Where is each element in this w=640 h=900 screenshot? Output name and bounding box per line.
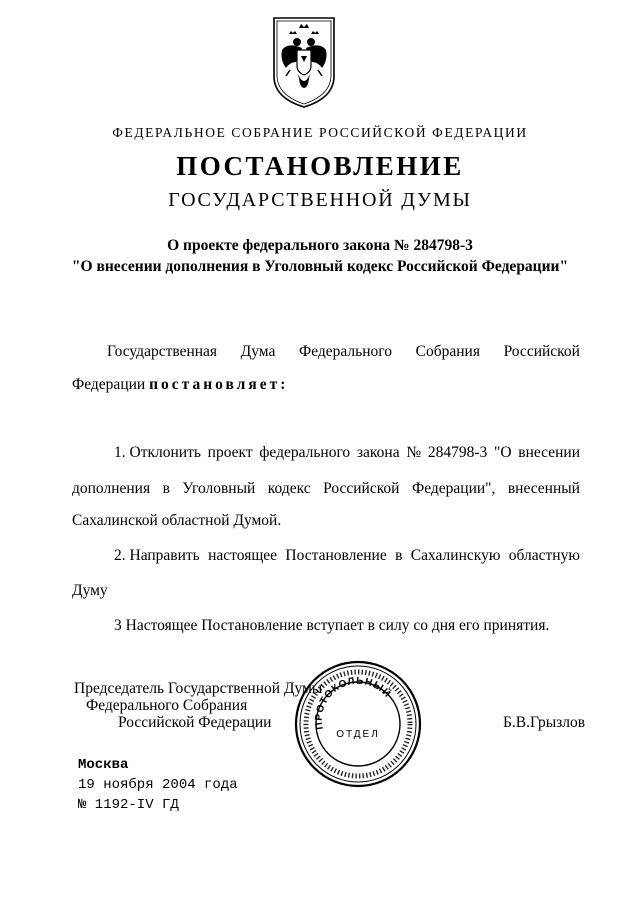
item-1-word: Российской — [323, 480, 400, 497]
preamble-line-2 — [72, 376, 288, 394]
item-1-word: Федерации", — [411, 480, 496, 497]
item-1-word: проект — [207, 444, 253, 461]
protocol-department-stamp — [293, 659, 423, 789]
stamp-center-text: ОТДЕЛ — [336, 729, 380, 740]
item-1-word: кодекс — [267, 480, 311, 497]
item-2-line-1 — [114, 547, 580, 565]
signature-position-3: Российской Федерации — [118, 714, 272, 731]
preamble-word: Дума — [240, 343, 276, 360]
item-1-word: дополнения — [72, 480, 151, 497]
item-1-word: Уголовный — [182, 480, 256, 497]
preamble-word: Федерального — [298, 343, 393, 360]
document-subtitle: ГОСУДАРСТВЕННОЙ ДУМЫ — [168, 189, 472, 211]
subject-line-2: "О внесении дополнения в Уголовный кодекс Российской Федерации" — [71, 258, 569, 275]
document-title: ПОСТАНОВЛЕНИЕ — [176, 151, 464, 181]
item-1-word: закона — [356, 444, 400, 461]
preamble-line-1 — [107, 343, 580, 361]
item-1-word: в — [162, 480, 170, 497]
signature-position-2: Федерального Собрания — [86, 697, 248, 714]
item-1-word: внесении — [518, 444, 580, 461]
item-2-word: областную — [508, 547, 580, 564]
item-2-word: настоящее — [208, 547, 278, 564]
assembly-name: ФЕДЕРАЛЬНОЕ СОБРАНИЕ РОССИЙСКОЙ ФЕДЕРАЦИИ — [112, 125, 528, 140]
issue-city: Москва — [78, 757, 129, 773]
item-1-line-2 — [72, 480, 580, 498]
preamble-decrees: постановляет: — [149, 376, 289, 393]
item-1-word: внесенный — [507, 480, 580, 497]
preamble-word: Российской — [503, 343, 580, 360]
subject-line-1: О проекте федерального закона № 284798-3 — [167, 237, 473, 254]
item-1-word: № — [406, 444, 422, 461]
item-1-word: федерального — [259, 444, 351, 461]
item-1-line-1 — [114, 444, 580, 462]
item-2-word: Постановление — [285, 547, 387, 564]
item-2-line-2: Думу — [72, 582, 108, 599]
item-1-line-3: Сахалинской областной Думой. — [72, 512, 282, 529]
item-1-word: 284798-3 — [427, 444, 488, 461]
issue-date: 19 ноября 2004 года — [78, 777, 238, 793]
stamp-top-text: ПРОТОКОЛЬНЫЙ — [313, 675, 393, 731]
item-3: 3 Настоящее Постановление вступает в силу со дня его принятия. — [114, 617, 550, 634]
preamble-word: Государственная — [107, 343, 218, 360]
item-2-word: 2. Направить — [114, 547, 200, 564]
coat-of-arms-emblem — [268, 14, 340, 110]
document-number: № 1192-IV ГД — [78, 797, 179, 813]
signature-position-1: Председатель Государственной Думы — [74, 680, 323, 697]
item-2-word: в — [395, 547, 403, 564]
item-1-word: 1. Отклонить — [114, 444, 201, 461]
signatory-name: Б.В.Грызлов — [503, 714, 586, 731]
preamble-word: Собрания — [415, 343, 480, 360]
item-1-word: "О — [494, 444, 512, 461]
item-2-word: Сахалинскую — [410, 547, 501, 564]
preamble-federation: Федерации — [72, 376, 150, 393]
